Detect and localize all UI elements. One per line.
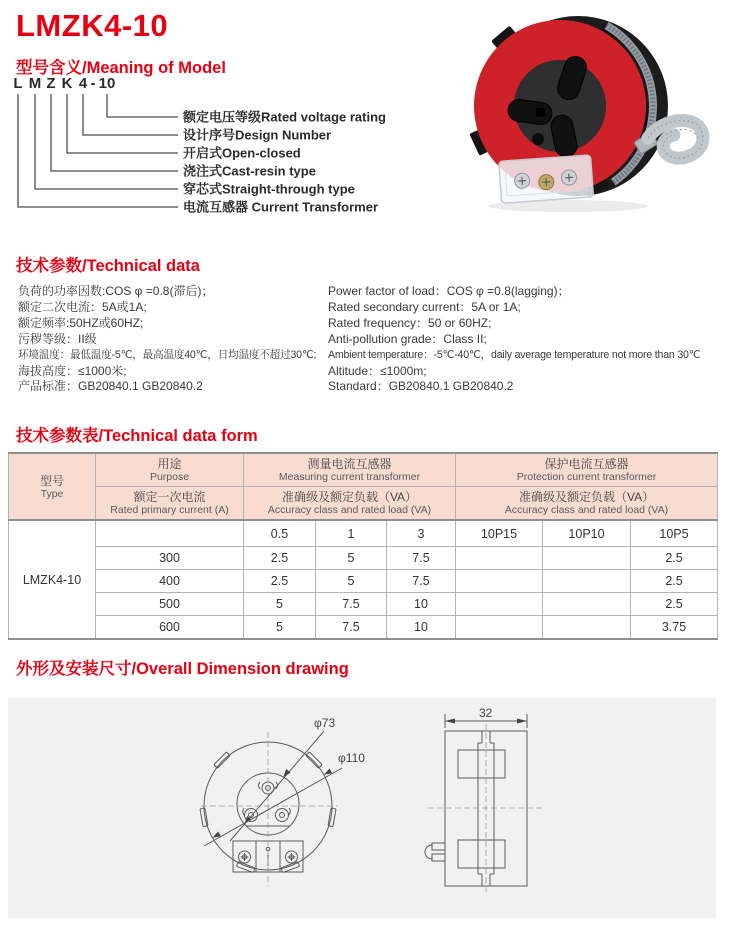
value-cell: 10 [387, 616, 456, 640]
value-cell: 7.5 [387, 547, 456, 570]
measuring-label-en: Measuring current transformer [278, 471, 421, 483]
breakdown-label: 电流互感器 Current Transformer [183, 199, 379, 215]
value-cell: 5 [316, 547, 387, 570]
model-code-char: K [61, 75, 73, 92]
ground-braid [648, 118, 703, 158]
tech-line: Anti-pollution grade：Class II; [328, 331, 487, 346]
value-cell [543, 616, 631, 640]
class-cell: 1 [316, 520, 387, 547]
class-cell: 0.5 [244, 520, 316, 547]
primary-label-cn: 额定一次电流 [133, 490, 206, 504]
protection-label-cn: 保护电流互感器 [544, 457, 629, 471]
width-dimension-label: 32 [479, 706, 493, 720]
tech-line: 环境温度：最低温度-5℃，最高温度40℃，日均温度不超过30℃; [18, 348, 317, 361]
value-cell [543, 593, 631, 616]
value-cell [543, 547, 631, 570]
technical-data-english [328, 284, 724, 395]
value-cell: 10 [387, 593, 456, 616]
tech-line: Rated frequency：50 or 60HZ; [328, 315, 492, 330]
table-row [9, 593, 718, 616]
value-cell: 2.5 [631, 593, 718, 616]
tech-line: 产品标准：GB20840.1 GB20840.2 [18, 379, 203, 394]
breakdown-label: 开启式Open-closed [183, 145, 301, 161]
value-cell [456, 616, 543, 640]
terminal-cover [499, 155, 594, 203]
section-heading-dimensions: 外形及安装尺寸/Overall Dimension drawing [16, 660, 349, 678]
purpose-label-en: Purpose [149, 471, 190, 483]
tech-line: 海拔高度：≤1000米; [18, 363, 127, 378]
value-cell: 7.5 [387, 570, 456, 593]
table-row [9, 547, 718, 570]
value-cell [543, 570, 631, 593]
protection-header-cell [456, 453, 718, 487]
tech-line: Power factor of load：COS φ =0.8(lagging)； [328, 284, 570, 298]
measuring-header-cell [244, 453, 456, 487]
value-cell [456, 547, 543, 570]
accuracy-label-cn: 准确级及额定负载（VA） [281, 490, 418, 504]
value-cell: 5 [244, 593, 316, 616]
table-row [9, 616, 718, 640]
value-cell: 2.5 [244, 570, 316, 593]
value-cell: 7.5 [316, 616, 387, 640]
value-cell: 5 [316, 570, 387, 593]
section-heading-meaning-of-model: 型号含义/Meaning of Model [16, 59, 226, 77]
table-header-row-1 [9, 453, 718, 487]
technical-data-table [8, 452, 718, 640]
model-code-char: L [13, 75, 23, 92]
measuring-label-cn: 测量电流互感器 [307, 457, 392, 471]
tech-line: 负荷的功率因数:COS φ =0.8(滞后)； [18, 284, 214, 298]
accuracy-label-en: Accuracy class and rated load (VA) [267, 504, 432, 516]
class-cell: 10P5 [631, 520, 718, 547]
dimension-drawings [8, 698, 716, 918]
model-breakdown-diagram [10, 72, 490, 220]
purpose-header-cell [96, 453, 244, 487]
model-code-char: M [28, 75, 42, 92]
value-cell: 3.75 [631, 616, 718, 640]
tech-line: 污秽等级：II级 [18, 331, 97, 346]
breakdown-label: 设计序号Design Number [183, 127, 332, 143]
breakdown-label: 穿芯式Straight-through type [183, 181, 355, 197]
page-title: LMZK4-10 [16, 8, 169, 43]
protection-label-en: Protection current transformer [516, 471, 657, 483]
primary-label-en: Rated primary current (A) [110, 504, 229, 516]
type-header-cell [9, 453, 96, 520]
accuracy-label-cn: 准确级及额定负载（VA） [518, 490, 655, 504]
accuracy-measuring-header-cell [244, 487, 456, 521]
primary-current-cell: 600 [96, 616, 244, 640]
tech-line: 额定二次电流：5A或1A; [18, 299, 147, 314]
technical-data-block [18, 284, 724, 395]
type-label-cn: 型号 [39, 473, 64, 488]
tech-line: Altitude：≤1000m; [328, 363, 427, 378]
section-heading-technical-data-form: 技术参数表/Technical data form [16, 427, 258, 445]
model-code-char: 10 [98, 75, 116, 92]
primary-current-header-cell [96, 487, 244, 521]
table-header-row-2 [9, 487, 718, 521]
primary-current-cell: 400 [96, 570, 244, 593]
primary-current-cell: 500 [96, 593, 244, 616]
type-label-en: Type [40, 487, 64, 500]
accuracy-protection-header-cell [456, 487, 718, 521]
model-cell: LMZK4-10 [9, 520, 96, 639]
dimension-drawing-panel [8, 698, 716, 918]
tech-line: Ambient temperature：-5℃-40℃，daily average temperature not more than 30℃ [328, 348, 701, 361]
value-cell: 2.5 [631, 570, 718, 593]
value-cell: 7.5 [316, 593, 387, 616]
inner-diameter-label: φ73 [314, 716, 336, 730]
breakdown-label: 浇注式Cast-resin type [183, 163, 316, 179]
empty-cell [96, 520, 244, 547]
tech-line: Standard：GB20840.1 GB20840.2 [328, 379, 514, 394]
model-code-char: - [90, 75, 96, 92]
primary-current-cell: 300 [96, 547, 244, 570]
value-cell: 2.5 [631, 547, 718, 570]
model-code-char: Z [46, 75, 56, 92]
side-view-drawing [425, 731, 527, 886]
tech-line: Rated secondary current：5A or 1A; [328, 299, 521, 314]
class-cell: 10P15 [456, 520, 543, 547]
accuracy-label-en: Accuracy class and rated load (VA) [504, 504, 669, 516]
breakdown-label: 额定电压等级Rated voltage rating [183, 109, 386, 125]
value-cell: 2.5 [244, 547, 316, 570]
value-cell [456, 593, 543, 616]
tech-line: 额定频率:50HZ或60HZ; [18, 315, 144, 330]
purpose-label-cn: 用途 [157, 457, 182, 471]
technical-data-chinese [18, 284, 328, 395]
value-cell: 5 [244, 616, 316, 640]
accuracy-class-row [9, 520, 718, 547]
section-heading-technical-data: 技术参数/Technical data [16, 257, 200, 275]
class-cell: 10P10 [543, 520, 631, 547]
model-code-char: 4 [78, 75, 88, 92]
value-cell [456, 570, 543, 593]
product-photo [448, 8, 720, 216]
breakdown-connector-lines [18, 94, 178, 207]
table-row [9, 570, 718, 593]
class-cell: 3 [387, 520, 456, 547]
outer-diameter-label: φ110 [338, 751, 365, 765]
